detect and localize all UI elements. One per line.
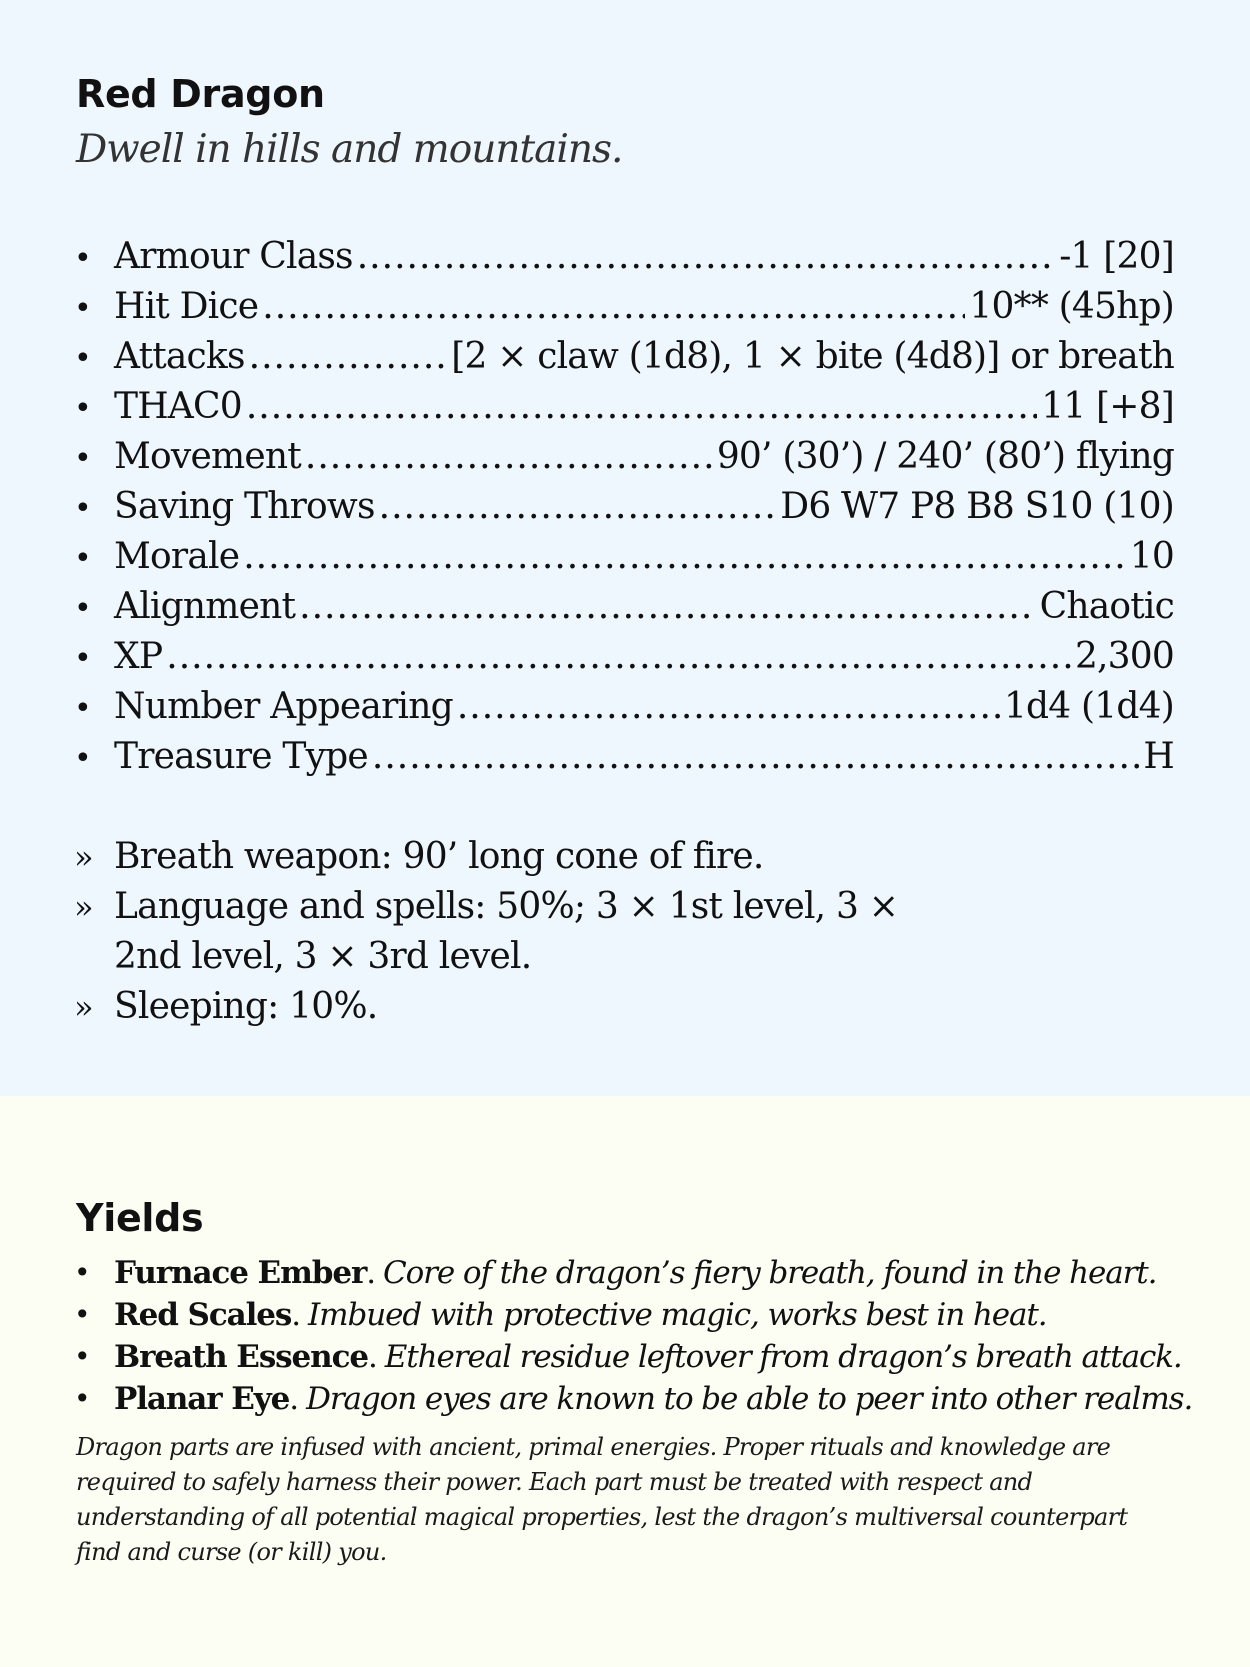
stat-row-armour-class [68,232,1174,282]
stat-value: 1d4 (1d4) [1003,686,1174,727]
yield-item-furnace-ember: • Furnace Ember. Core of the dragon’s fiery breath, found in the heart. [68,1252,1188,1294]
stat-label: Treasure Type [114,736,368,777]
monster-habitat: Dwell in hills and mountains. [76,127,623,172]
bullet-icon: • [74,1340,90,1373]
bullet-icon: • [74,691,91,726]
stat-row-xp [68,632,1174,682]
stat-value: 2,300 [1074,636,1174,677]
yields-footnote: Dragon parts are infused with ancient, primal energies. Proper rituals and knowledge are required to safely harness their power. Each part must be treated with respect and understanding of all potential magical properties, lest the dragon’s multiversal counterpart find and curse (or kill) you. [76,1433,1128,1566]
stat-label: Movement [114,436,301,477]
dot-leader [379,482,777,532]
stat-row-hit-dice [68,282,1174,332]
yield-description: Imbued with protective magic, works best in heat. [308,1297,1047,1333]
yields-heading: Yields [76,1196,204,1240]
note-language-spells [68,882,968,982]
stat-label: Hit Dice [114,286,259,327]
special-notes-list [68,832,968,1032]
dot-leader [249,332,448,382]
chevron-double-right-icon: » [74,838,93,876]
stat-row-morale [68,532,1174,582]
stat-row-treasure-type [68,732,1174,782]
bullet-icon: • [74,591,91,626]
note-text: Breath weapon: 90’ long cone of fire. [114,836,764,877]
yield-name: Furnace Ember [114,1255,367,1291]
bullet-icon: • [74,1256,90,1289]
yield-name: Red Scales [114,1297,292,1333]
dot-leader [372,732,1139,782]
stat-list [68,232,1174,782]
note-breath-weapon [68,832,968,882]
bullet-icon: • [74,291,91,326]
stat-label: XP [114,636,163,677]
stat-value: 10 [1129,536,1174,577]
stat-value: 10** (45hp) [969,286,1174,327]
bullet-icon: • [74,541,91,576]
stat-value: Chaotic [1039,586,1174,627]
stat-row-attacks [68,332,1174,382]
bullet-icon: • [74,641,91,676]
yield-name: Breath Essence [114,1339,368,1375]
stat-row-movement [68,432,1174,482]
dot-leader [262,282,965,332]
yield-description: Dragon eyes are known to be able to peer into other realms. [306,1381,1193,1417]
stat-label: Number Appearing [114,686,453,727]
dot-leader [299,582,1035,632]
stat-value: H [1143,736,1174,777]
note-sleeping [68,982,968,1032]
stat-value: 90’ (30’) / 240’ (80’) flying [716,436,1174,477]
bullet-icon: • [74,1298,90,1331]
stat-row-number-appearing [68,682,1174,732]
dot-leader [305,432,713,482]
yield-item-breath-essence: • Breath Essence. Ethereal residue leftover from dragon’s breath attack. [68,1336,1188,1378]
yield-list [68,1252,1193,1420]
chevron-double-right-icon: » [74,888,93,926]
bullet-icon: • [74,491,91,526]
yield-name: Planar Eye [114,1381,290,1417]
note-text: Language and spells: 50%; 3 × 1st level, 3 × 2nd level, 3 × 3rd level. [114,886,899,977]
stat-label: Attacks [114,336,245,377]
stat-label: THAC0 [114,386,242,427]
stat-row-alignment [68,582,1174,632]
note-text: Sleeping: 10%. [114,986,378,1027]
yield-item-red-scales: • Red Scales. Imbued with protective magic, works best in heat. [68,1294,1188,1336]
bullet-icon: • [74,391,91,426]
stat-label: Morale [114,536,240,577]
dot-leader [243,532,1126,582]
stat-label: Saving Throws [114,486,375,527]
chevron-double-right-icon: » [74,988,93,1026]
monster-name: Red Dragon [76,72,325,116]
stat-label: Armour Class [114,236,353,277]
bullet-icon: • [74,241,91,276]
yield-item-planar-eye: • Planar Eye. Dragon eyes are known to be able to peer into other realms. [68,1378,1188,1420]
dot-leader [457,682,1000,732]
yield-description: Ethereal residue leftover from dragon’s breath attack. [384,1339,1182,1375]
bullet-icon: • [74,341,91,376]
stat-value: [2 × claw (1d8), 1 × bite (4d8)] or breath [451,336,1174,377]
stat-value: 11 [+8] [1041,386,1174,427]
bullet-icon: • [74,741,91,776]
stat-row-thac0 [68,382,1174,432]
dot-leader [166,632,1071,682]
dot-leader [246,382,1037,432]
yield-description: Core of the dragon’s fiery breath, found in the heart. [382,1255,1157,1291]
dot-leader [357,232,1055,282]
stat-value: D6 W7 P8 B8 S10 (10) [780,486,1174,527]
bullet-icon: • [74,441,91,476]
stat-label: Alignment [114,586,296,627]
stat-value: -1 [20] [1059,236,1174,277]
bullet-icon: • [74,1382,90,1415]
stat-row-saving-throws [68,482,1174,532]
